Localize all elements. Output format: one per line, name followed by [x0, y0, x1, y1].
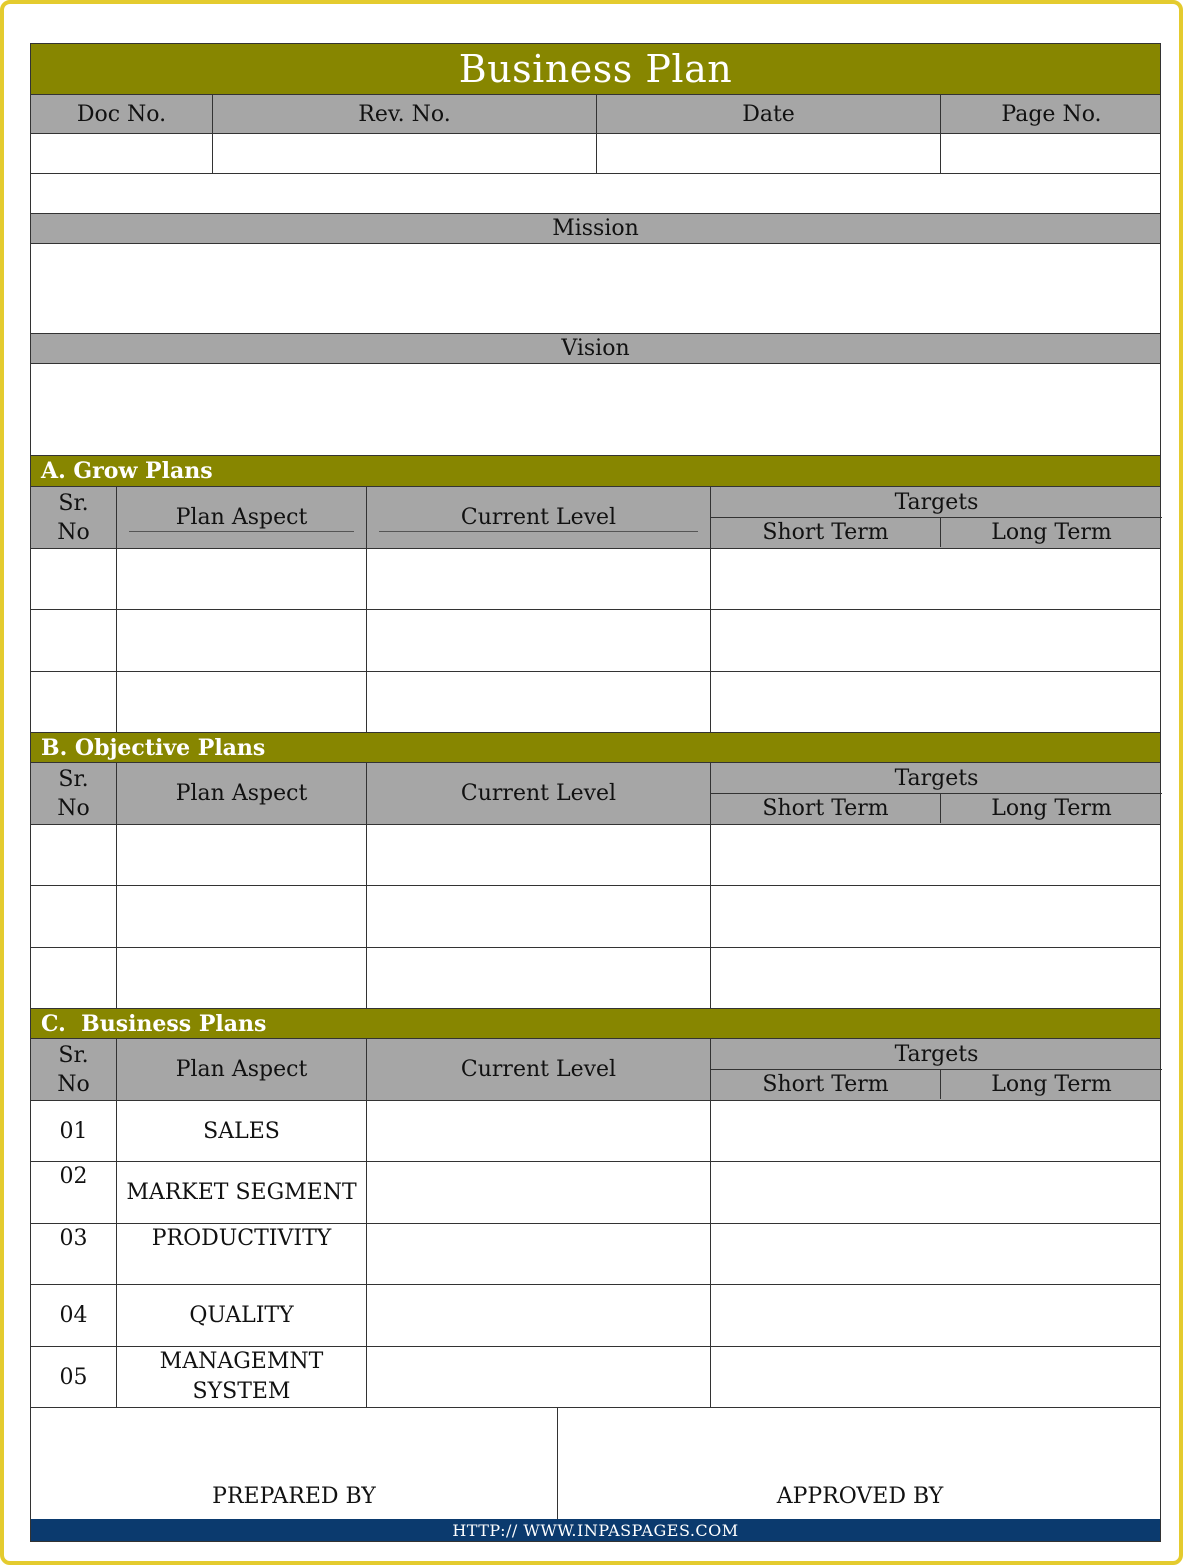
targets-cell[interactable] — [711, 1101, 1162, 1161]
grow-header-row — [31, 487, 1160, 549]
doc-header-row — [31, 95, 1160, 134]
plan-aspect-header: Plan Aspect — [117, 1039, 367, 1100]
vision-label: Vision — [561, 336, 630, 361]
page-no-field[interactable] — [941, 134, 1162, 173]
table-row — [31, 610, 1160, 672]
doc-no-field[interactable] — [31, 134, 213, 173]
underline — [129, 531, 354, 532]
targets-cell[interactable] — [711, 1162, 1162, 1223]
approved-by-label: APPROVED BY — [776, 1484, 944, 1509]
date-label: Date — [597, 95, 941, 133]
current-level-cell[interactable] — [367, 1224, 711, 1284]
prepared-by-label: PREPARED BY — [212, 1484, 376, 1509]
rev-no-label: Rev. No. — [213, 95, 597, 133]
no-label: No — [57, 1071, 90, 1097]
plan-aspect-cell[interactable] — [117, 672, 367, 732]
current-level-cell[interactable] — [367, 549, 711, 609]
targets-header — [711, 487, 1162, 548]
current-level-cell[interactable] — [367, 825, 711, 885]
sr-no-cell: 04 — [31, 1285, 117, 1346]
targets-cell[interactable] — [711, 1285, 1162, 1346]
sr-no-cell: 05 — [31, 1347, 117, 1407]
current-level-header: Current Level — [367, 763, 711, 824]
title-bar — [31, 44, 1160, 95]
sr-label: Sr. — [58, 766, 89, 792]
plan-aspect-cell[interactable] — [117, 825, 367, 885]
current-level-cell[interactable] — [367, 672, 711, 732]
date-field[interactable] — [597, 134, 941, 173]
table-row — [31, 1224, 1160, 1285]
plan-aspect-cell: SALES — [117, 1101, 367, 1161]
targets-cell[interactable] — [711, 610, 1162, 671]
vision-header — [31, 334, 1160, 364]
targets-cell[interactable] — [711, 886, 1162, 947]
plan-aspect-cell[interactable] — [117, 886, 367, 947]
mission-header — [31, 214, 1160, 244]
table-row — [31, 948, 1160, 1009]
underline — [379, 531, 698, 532]
table-row — [31, 825, 1160, 886]
objective-header-row — [31, 763, 1160, 825]
targets-cell[interactable] — [711, 1224, 1162, 1284]
plan-aspect-cell: QUALITY — [117, 1285, 367, 1346]
targets-header — [711, 1039, 1162, 1100]
table-row — [31, 672, 1160, 733]
current-level-cell[interactable] — [367, 1101, 711, 1161]
section-grow-title: A. Grow Plans — [41, 458, 213, 484]
blank-row[interactable] — [31, 174, 1160, 214]
sr-label: Sr. — [58, 1042, 89, 1068]
targets-label: Targets — [711, 763, 1162, 794]
sr-no-header — [31, 487, 117, 548]
current-level-label: Current Level — [460, 505, 617, 530]
targets-cell[interactable] — [711, 549, 1162, 609]
mission-label: Mission — [552, 216, 639, 241]
footer-bar — [31, 1510, 1160, 1541]
targets-cell[interactable] — [711, 825, 1162, 885]
plan-aspect-cell — [117, 1347, 367, 1407]
current-level-cell[interactable] — [367, 610, 711, 671]
table-row — [31, 1285, 1160, 1347]
business-header-row — [31, 1039, 1160, 1101]
sr-no-header — [31, 763, 117, 824]
current-level-header: Current Level — [367, 1039, 711, 1100]
page-no-label: Page No. — [1001, 101, 1102, 127]
plan-aspect-cell[interactable] — [117, 549, 367, 609]
section-objective-plans — [31, 733, 1160, 763]
business-plan-form — [30, 43, 1161, 1542]
table-row — [31, 1162, 1160, 1224]
sr-no-header — [31, 1039, 117, 1100]
footer-url[interactable]: HTTP:// WWW.INPASPAGES.COM — [452, 1520, 739, 1540]
section-grow-plans — [31, 456, 1160, 487]
table-row — [31, 549, 1160, 610]
aspect-line-2: SYSTEM — [192, 1379, 291, 1404]
current-level-cell[interactable] — [367, 1162, 711, 1223]
sr-no-cell[interactable] — [31, 825, 117, 885]
sr-no-cell[interactable] — [31, 886, 117, 947]
table-row — [31, 1347, 1160, 1408]
watermark-text: www.heritagechristiancollege.com — [41, 1510, 195, 1519]
long-term-label: Long Term — [991, 519, 1112, 545]
section-objective-title: B. Objective Plans — [41, 734, 266, 761]
short-term-label: Short Term — [711, 1069, 941, 1099]
section-business-plans — [31, 1009, 1160, 1039]
plan-aspect-label: Plan Aspect — [175, 505, 308, 530]
targets-label: Targets — [711, 1039, 1162, 1070]
targets-cell[interactable] — [711, 1347, 1162, 1407]
sr-no-cell[interactable] — [31, 610, 117, 671]
sr-no-cell: 01 — [31, 1101, 117, 1161]
aspect-line-1: MANAGEMNT — [159, 1349, 324, 1374]
page-title: Business Plan — [458, 47, 733, 91]
mission-field[interactable] — [31, 244, 1160, 334]
table-row — [31, 886, 1160, 948]
doc-no-label: Doc No. — [31, 95, 213, 133]
plan-aspect-cell: PRODUCTIVITY — [117, 1224, 367, 1284]
long-term-label: Long Term — [991, 1071, 1112, 1097]
targets-label: Targets — [711, 487, 1162, 518]
current-level-header — [367, 487, 711, 548]
current-level-cell[interactable] — [367, 1347, 711, 1407]
sr-no-cell: 02 — [31, 1162, 117, 1223]
plan-aspect-cell[interactable] — [117, 948, 367, 1008]
section-business-title: C. Business Plans — [41, 1010, 267, 1037]
no-label: No — [57, 519, 90, 545]
vision-field[interactable] — [31, 364, 1160, 456]
targets-header — [711, 763, 1162, 824]
sr-label: Sr. — [58, 490, 89, 516]
short-term-label: Short Term — [711, 517, 941, 547]
no-label: No — [57, 795, 90, 821]
table-row — [31, 1101, 1160, 1162]
current-level-cell[interactable] — [367, 1285, 711, 1346]
signature-row — [31, 1408, 1160, 1521]
plan-aspect-header — [117, 487, 367, 548]
sr-no-cell: 03 — [31, 1224, 117, 1284]
plan-aspect-cell[interactable] — [117, 610, 367, 671]
long-term-label: Long Term — [991, 795, 1112, 821]
sr-no-cell[interactable] — [31, 549, 117, 609]
targets-cell[interactable] — [711, 948, 1162, 1008]
rev-no-field[interactable] — [213, 134, 597, 173]
approved-by-field[interactable] — [558, 1408, 1162, 1521]
sr-no-cell[interactable] — [31, 672, 117, 732]
prepared-by-field[interactable] — [31, 1408, 558, 1521]
current-level-cell[interactable] — [367, 948, 711, 1008]
plan-aspect-cell: MARKET SEGMENT — [117, 1162, 367, 1223]
current-level-cell[interactable] — [367, 886, 711, 947]
short-term-label: Short Term — [711, 793, 941, 823]
targets-cell[interactable] — [711, 672, 1162, 732]
plan-aspect-header: Plan Aspect — [117, 763, 367, 824]
doc-values-row — [31, 134, 1160, 174]
sr-no-cell[interactable] — [31, 948, 117, 1008]
